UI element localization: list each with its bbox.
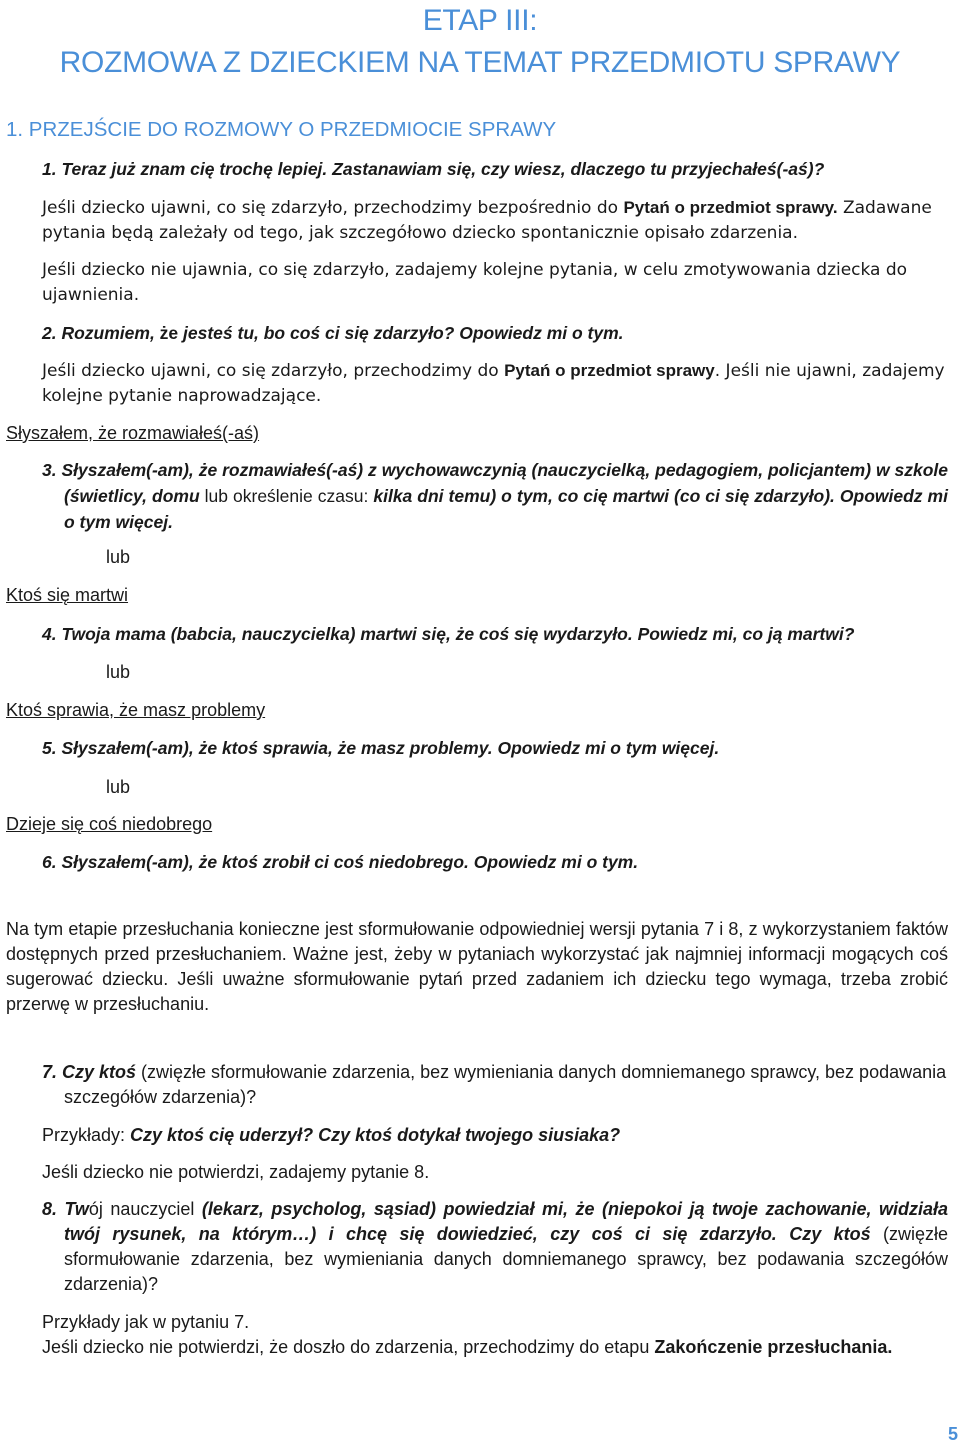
question-4: 4. Twoja mama (babcia, nauczycielka) martwi się, że coś się wydarzyło. Powiedz mi, co ją martwi? (42, 624, 855, 644)
section-heading: 1. PRZEJŚCIE DO ROZMOWY O PRZEDMIOCIE SPRAWY (6, 118, 557, 141)
paragraph-stage-info: Na tym etapie przesłuchania konieczne jest sformułowanie odpowiedniej wersji pytania 7 i 8, z wykorzystaniem faktów dostępnych przed przesłuchaniem. Ważne jest, żeby w pytaniach wykorzystać jak najmniej informacji mogących coś sugerować dziecku. Jeśli uważne sformułowanie pytań przed zadaniem ich dziecku tego wymaga, trzeba zrobić przerwę w przesłuchaniu. (6, 919, 948, 1014)
heading-worried: Ktoś się martwi (6, 585, 129, 605)
question-1: 1. Teraz już znam cię trochę lepiej. Zastanawiam się, czy wiesz, dlaczego tu przyjechałeś(-aś)? (42, 159, 825, 179)
or-label-2: lub (106, 662, 131, 682)
paragraph-no-disclosure: Jeśli dziecko nie ujawnia, co się zdarzyło, zadajemy kolejne pytania, w celu zmotywowania dziecka do ujawnienia. (42, 260, 908, 305)
question-8: 8. Twój nauczyciel (lekarz, psycholog, sąsiad) powiedział mi, że (niepokoi ją twoje zachowanie, widziała twój rysunek, na którym…) i chcę się dowiedzieć, czy coś ci się zdarzyło. Czy ktoś (zwięzłe sformułowanie zdarzenia, bez wymieniania danych domniemanego sprawcy, bez podawania szczegółów zdarzenia)? (42, 1199, 949, 1294)
page-title (0, 0, 960, 84)
examples-8: Przykłady jak w pytaniu 7. (42, 1312, 250, 1332)
question-7: 7. Czy ktoś (zwięzłe sformułowanie zdarzenia, bez wymieniania danych domniemanego sprawcy, bez podawania szczegółów zdarzenia)? (42, 1062, 947, 1107)
paragraph-end: Jeśli dziecko nie potwierdzi, że doszło do zdarzenia, przechodzimy do etapu Zakończenie przesłuchania. (42, 1337, 893, 1357)
question-2: 2. Rozumiem, że jesteś tu, bo coś ci się zdarzyło? Opowiedz mi o tym. (42, 323, 624, 343)
or-label-1: lub (106, 547, 131, 567)
examples-7: Przykłady: Czy ktoś cię uderzył? Czy ktoś dotykał twojego siusiaka? (42, 1125, 621, 1145)
paragraph-disclosure: Jeśli dziecko ujawni, co się zdarzyło, przechodzimy bezpośrednio do Pytań o przedmiot sprawy. Zadawane pytania będą zależały od tego, jak szczegółowo dziecko spontanicznie opisało zdarzenia. (42, 198, 932, 243)
paragraph-go-to-8: Jeśli dziecko nie potwierdzi, zadajemy pytanie 8. (42, 1162, 430, 1182)
or-label-3: lub (106, 777, 131, 797)
paragraph-disclosure-2: Jeśli dziecko ujawni, co się zdarzyło, przechodzimy do Pytań o przedmiot sprawy. Jeśli nie ujawni, zadajemy kolejne pytanie naprowadzające. (42, 361, 945, 406)
title-line-1: ETAP III: (422, 4, 538, 37)
question-6: 6. Słyszałem(-am), że ktoś zrobił ci coś niedobrego. Opowiedz mi o tym. (42, 852, 639, 872)
title-line-2: ROZMOWA Z DZIECKIEM NA TEMAT PRZEDMIOTU SPRAWY (59, 46, 901, 79)
page-number: 5 (947, 1424, 958, 1444)
heading-bad: Dzieje się coś niedobrego (6, 814, 213, 834)
heading-talked: Słyszałem, że rozmawiałeś(-aś) (6, 423, 260, 443)
question-5: 5. Słyszałem(-am), że ktoś sprawia, że masz problemy. Opowiedz mi o tym więcej. (42, 738, 720, 758)
question-3: 3. Słyszałem(-am), że rozmawiałeś(-aś) z wychowawczynią (nauczycielką, pedagogiem, policjantem) w szkole (świetlicy, domu lub określenie czasu: kilka dni temu) o tym, co cię martwi (co ci się zdarzyło). Opowiedz mi o tym więcej. (42, 460, 948, 532)
heading-problems: Ktoś sprawia, że masz problemy (6, 700, 266, 720)
